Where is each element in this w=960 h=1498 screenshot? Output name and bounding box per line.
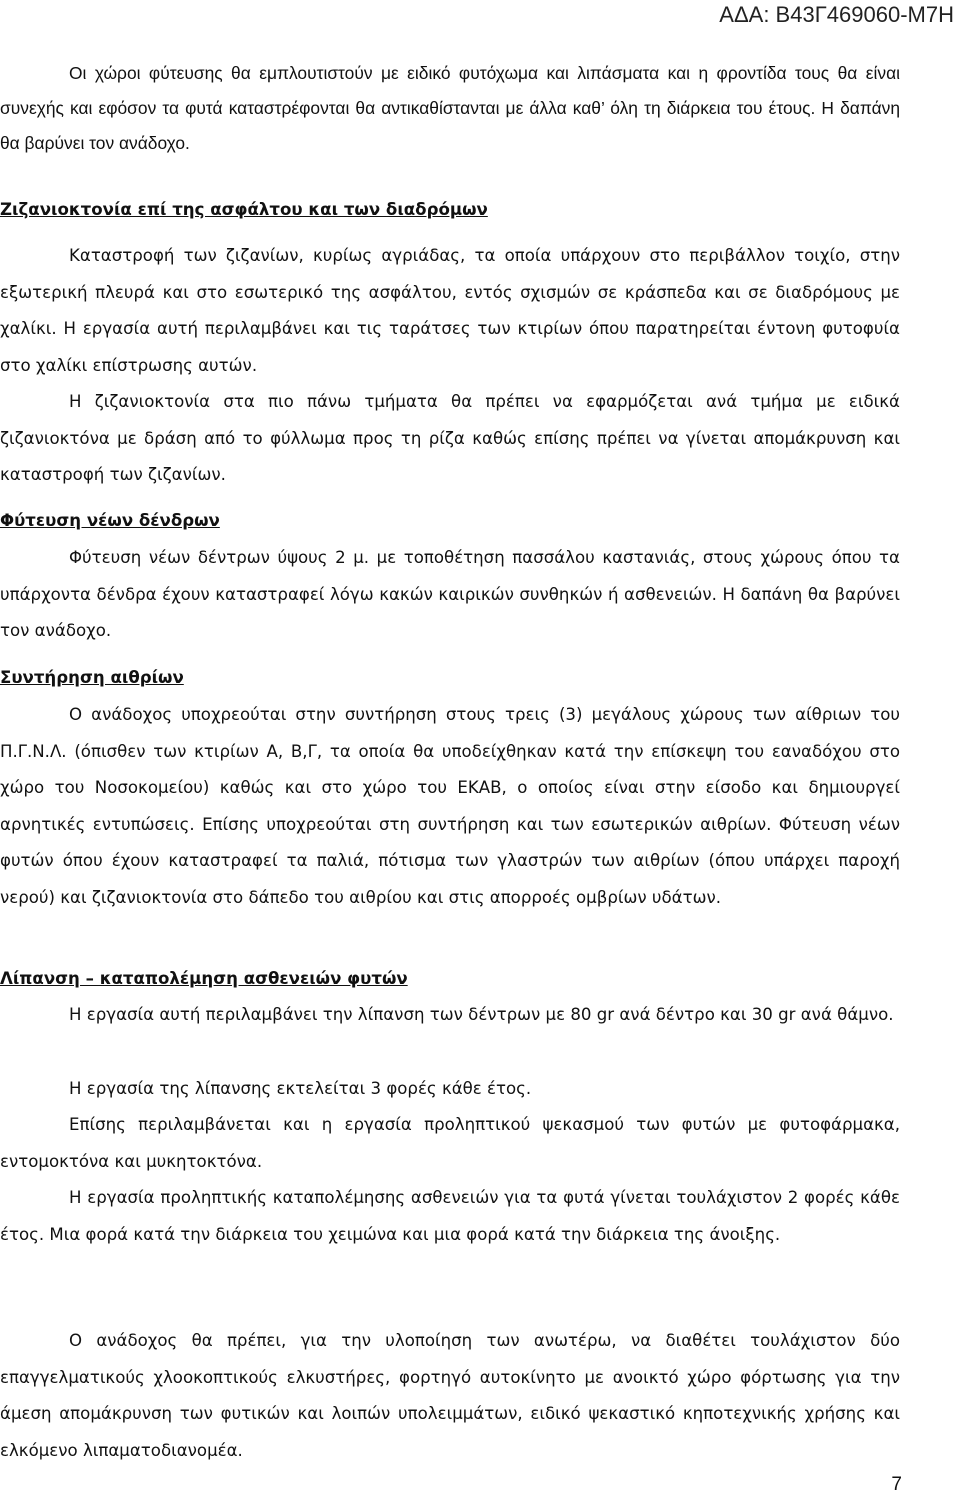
closing-paragraph: Ο ανάδοχος θα πρέπει, για την υλοποίηση των ανωτέρω, να διαθέτει τουλάχιστον δύο επαγγελματικούς χλοοκοπτικούς ελκυστήρες, φορτηγό αυτοκίνητο με ανοικτό χώρο φόρτωσης για την άμεση απομάκρυνση των φυτικών και λοιπών υπολειμμάτων, ειδικό ψεκαστικό κηποτεχνικής χρήσης και ελκόμενο λιπαματοδιανομέα. xyxy=(0,1331,900,1460)
fertilization-paragraph-3: Επίσης περιλαμβάνεται και η εργασία προληπτικού ψεκασμού των φυτών με φυτοφάρμακα, εντομοκτόνα και μυκητοκτόνα. xyxy=(0,1115,900,1171)
intro-paragraph: Οι χώροι φύτευσης θα εμπλουτιστούν με ειδικό φυτόχωμα και λιπάσματα και η φροντίδα τους θα είναι συνεχής και εφόσον τα φυτά καταστρέφονται θα αντικαθίστανται με άλλα καθ’ όλη τη διάρκεια του έτους. Η δαπάνη θα βαρύνει τον ανάδοχο. xyxy=(0,63,900,153)
weed-control-heading: Ζιζανιοκτονία επί της ασφάλτου και των διαδρόμων xyxy=(0,200,488,219)
fertilization-paragraph-4: Η εργασία προληπτικής καταπολέμησης ασθενειών για τα φυτά γίνεται τουλάχιστον 2 φορές κάθε έτος. Μια φορά κατά την διάρκεια του χειμώνα και μια φορά κατά την διάρκεια της άνοιξης. xyxy=(0,1188,900,1244)
tree-planting-paragraph: Φύτευση νέων δέντρων ύψους 2 μ. με τοποθέτηση πασσάλου καστανιάς, στους χώρους όπου τα υπάρχοντα δένδρα έχουν καταστραφεί λόγω κακών καιρικών συνθηκών ή ασθενειών. Η δαπάνη θα βαρύνει τον ανάδοχο. xyxy=(0,548,900,640)
weed-control-paragraph-1: Καταστροφή των ζιζανίων, κυρίως αγριάδας, τα οποία υπάρχουν στο περιβάλλον τοιχίο, στην εξωτερική πλευρά και στο εσωτερικό της ασφάλτου, εντός σχισμών σε κράσπεδα και σε διαδρόμους με χαλίκι. Η εργασία αυτή περιλαμβάνει και τις ταράτσες των κτιρίων όπου παρατηρείται έντονη φυτοφυία στο χαλίκι επίστρωσης αυτών. xyxy=(0,246,900,375)
ada-code: ΑΔΑ: Β43Γ469060-Μ7Η xyxy=(719,2,954,27)
tree-planting-heading: Φύτευση νέων δένδρων xyxy=(0,511,220,530)
weed-control-paragraph-2: Η ζιζανιοκτονία στα πιο πάνω τμήματα θα πρέπει να εφαρμόζεται ανά τμήμα με ειδικά ζιζανιοκτόνα με δράση από το φύλλωμα προς τη ρίζα καθώς επίσης πρέπει να γίνεται απομάκρυνση και καταστροφή των ζιζανίων. xyxy=(0,392,900,484)
atrium-maintenance-heading: Συντήρηση αιθρίων xyxy=(0,668,184,687)
fertilization-heading: Λίπανση – καταπολέμηση ασθενειών φυτών xyxy=(0,969,408,988)
atrium-maintenance-paragraph: Ο ανάδοχος υποχρεούται στην συντήρηση στους τρεις (3) μεγάλους χώρους των αίθριων του Π.Γ.Ν.Λ. (όπισθεν των κτιρίων Α, Β,Γ, τα οποία θα υποδείχθηκαν κατά την επίσκεψη του εαναδόχου στο χώρο του Νοσοκομείου) καθώς και στο χώρο του ΕΚΑΒ, ο οποίος είναι στην είσοδο και δημιουργεί αρνητικές εντυπώσεις. Επίσης υποχρεούται στη συντήρηση και των εσωτερικών αιθρίων. Φύτευση νέων φυτών όπου έχουν καταστραφεί τα παλιά, πότισμα των γλαστρών των αιθρίων (όπου υπάρχει παροχή νερού) και ζιζανιοκτονία στο δάπεδο του αιθρίου και στις απορροές ομβρίων υδάτων. xyxy=(0,705,900,907)
fertilization-paragraph-1: Η εργασία αυτή περιλαμβάνει την λίπανση των δέντρων με 80 gr ανά δέντρο και 30 gr ανά θάμνο. xyxy=(69,1005,894,1024)
page-number: 7 xyxy=(891,1474,902,1495)
fertilization-paragraph-2: Η εργασία της λίπανσης εκτελείται 3 φορές κάθε έτος. xyxy=(69,1079,532,1098)
